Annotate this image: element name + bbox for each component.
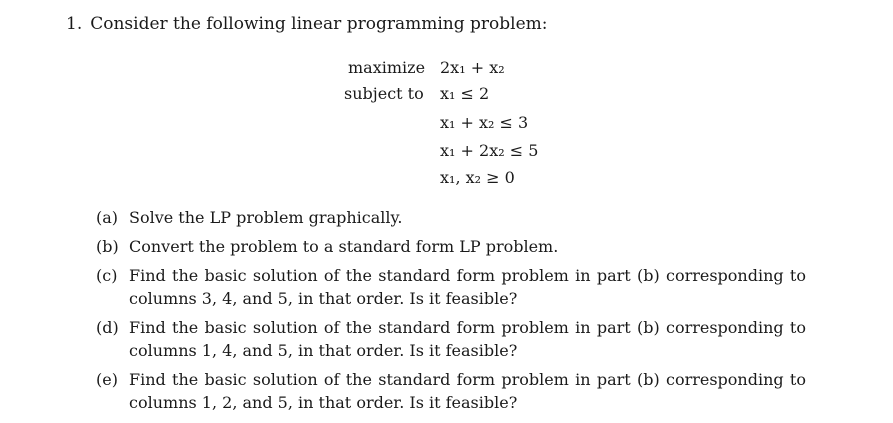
part-text: Find the basic solution of the standard form problem in part (b) corresponding to columns 1, 4, and 5, in that order. Is it feasible? (129, 318, 806, 360)
part-label: (a) (96, 208, 119, 227)
objective-keyword: maximize (348, 58, 426, 77)
problem-number: 1. (66, 14, 83, 34)
part-text: Convert the problem to a standard form LP problem. (129, 237, 559, 256)
objective-expression: 2x₁ + x₂ (440, 58, 505, 77)
part-e (96, 368, 806, 414)
part-label: (b) (96, 237, 119, 256)
constraint-3: x₁ + 2x₂ ≤ 5 (440, 141, 539, 160)
lp-formulation (0, 0, 893, 200)
constraint-2: x₁ + x₂ ≤ 3 (440, 113, 529, 132)
part-label: (d) (96, 318, 119, 337)
part-label: (c) (96, 266, 118, 285)
part-b (96, 235, 806, 258)
constraints-keyword: subject to (344, 84, 424, 103)
part-a (96, 206, 806, 229)
nonnegativity-constraint: x₁, x₂ ≥ 0 (440, 168, 515, 187)
part-text: Find the basic solution of the standard form problem in part (b) corresponding to columns 1, 2, and 5, in that order. Is it feasible? (129, 370, 806, 412)
part-text: Solve the LP problem graphically. (129, 208, 403, 227)
part-c (96, 264, 806, 310)
part-text: Find the basic solution of the standard form problem in part (b) corresponding to columns 3, 4, and 5, in that order. Is it feasible? (129, 266, 806, 308)
part-label: (e) (96, 370, 118, 389)
part-d (96, 316, 806, 362)
problem-parts (96, 206, 806, 420)
constraint-1: x₁ ≤ 2 (440, 84, 490, 103)
problem-intro: Consider the following linear programming problem: (90, 14, 548, 34)
